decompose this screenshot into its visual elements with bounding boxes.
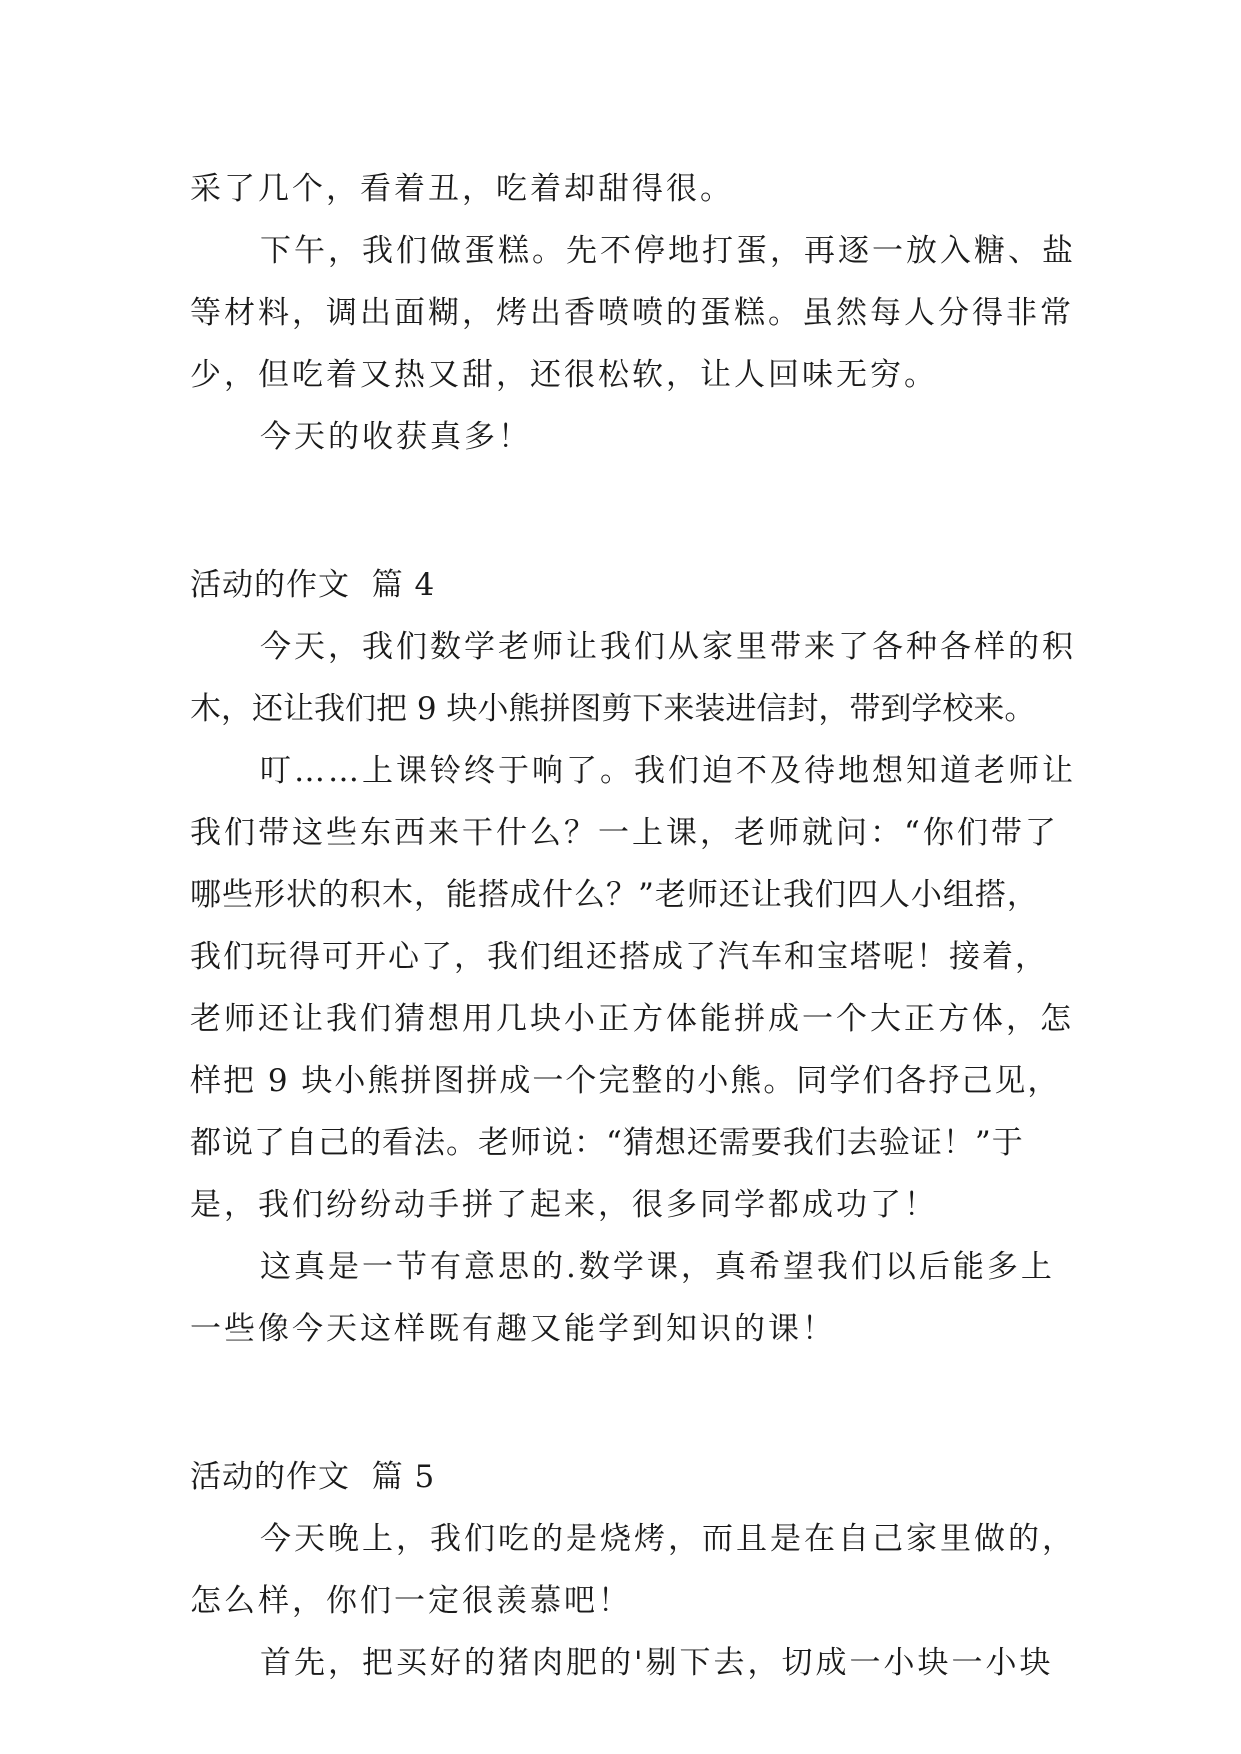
section-essay-5 bbox=[190, 1446, 1076, 1694]
paragraph-line: 老师还让我们猜想用几块小正方体能拼成一个大正方体，怎 bbox=[190, 1001, 1074, 1037]
paragraph-line: 哪些形状的积木，能搭成什么？”老师还让我们四人小组搭， bbox=[190, 877, 1039, 913]
paragraph-line: 下午，我们做蛋糕。先不停地打蛋，再逐一放入糖、盐 bbox=[260, 233, 1076, 269]
paragraph-line: 等材料，调出面糊，烤出香喷喷的蛋糕。虽然每人分得非常 bbox=[190, 295, 1074, 331]
paragraph-line: 采了几个，看着丑，吃着却甜得很。 bbox=[190, 171, 734, 207]
paragraph-line: 都说了自己的看法。老师说：“猜想还需要我们去验证！”于 bbox=[190, 1125, 1024, 1161]
paragraph-line: 叮……上课铃终于响了。我们迫不及待地想知道老师让 bbox=[260, 753, 1076, 789]
paragraph-line: 少，但吃着又热又甜，还很松软，让人回味无穷。 bbox=[190, 357, 938, 393]
paragraph-line: 是，我们纷纷动手拼了起来，很多同学都成功了！ bbox=[190, 1187, 938, 1223]
paragraph-line: 木，还让我们把 9 块小熊拼图剪下来装进信封，带到学校来。 bbox=[190, 691, 1036, 727]
paragraph-line: 样把 9 块小熊拼图拼成一个完整的小熊。同学们各抒己见， bbox=[190, 1063, 1061, 1099]
section-gap bbox=[190, 468, 1060, 554]
paragraph-line: 首先，把买好的猪肉肥的'剔下去，切成一小块一小块 bbox=[260, 1645, 1054, 1681]
document-page bbox=[190, 158, 1076, 1694]
section-heading: 活动的作文 篇 5 bbox=[190, 1459, 436, 1495]
paragraph-line: 我们带这些东西来干什么？一上课，老师就问：“你们带了 bbox=[190, 815, 1059, 851]
section-essay-4 bbox=[190, 554, 1076, 1360]
paragraph-line: 这真是一节有意思的.数学课，真希望我们以后能多上 bbox=[260, 1249, 1055, 1285]
paragraph-line: 今天晚上，我们吃的是烧烤，而且是在自己家里做的， bbox=[260, 1521, 1076, 1557]
section-gap bbox=[190, 1360, 1060, 1446]
section-continuation bbox=[190, 158, 1076, 468]
paragraph-line: 我们玩得可开心了，我们组还搭成了汽车和宝塔呢！接着， bbox=[190, 939, 1048, 975]
paragraph-line: 今天的收获真多！ bbox=[260, 419, 532, 455]
paragraph-line: 今天，我们数学老师让我们从家里带来了各种各样的积 bbox=[260, 629, 1076, 665]
section-heading: 活动的作文 篇 4 bbox=[190, 567, 436, 603]
paragraph-line: 一些像今天这样既有趣又能学到知识的课！ bbox=[190, 1311, 836, 1347]
paragraph-line: 怎么样，你们一定很羡慕吧！ bbox=[190, 1583, 632, 1619]
